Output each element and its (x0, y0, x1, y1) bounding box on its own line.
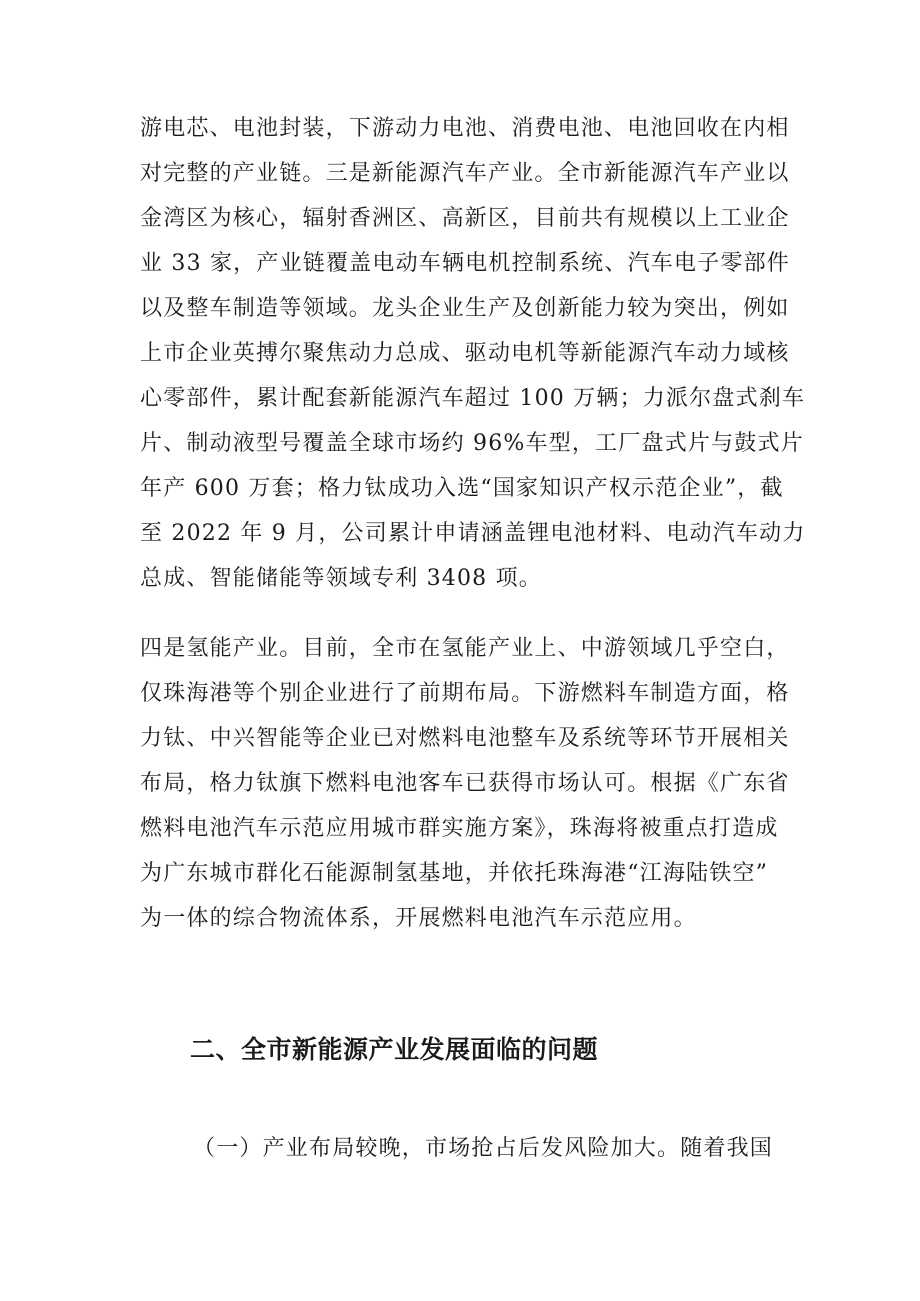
sub-paragraph-start: （一）产业布局较晚，市场抢占后发风险加大。随着我国 (193, 1136, 774, 1161)
text-line: 布局，格力钛旗下燃料电池客车已获得市场认可。根据《广东省 (140, 771, 790, 796)
text-line: 年产 600 万套；格力钛成功入选“国家知识产权示范企业”，截 (140, 476, 784, 501)
text-line: 为一体的综合物流体系，开展燃料电池汽车示范应用。 (140, 906, 697, 931)
text-line: 为广东城市群化石能源制氢基地，并依托珠海港“江海陆铁空” (140, 861, 769, 886)
text-line: 以及整车制造等领域。龙头企业生产及创新能力较为突出，例如 (140, 296, 790, 321)
text-line: 上市企业英搏尔聚焦动力总成、驱动电机等新能源汽车动力域核 (140, 341, 790, 366)
text-line: 金湾区为核心，辐射香洲区、高新区，目前共有规模以上工业企 (140, 206, 790, 231)
text-line: 仅珠海港等个别企业进行了前期布局。下游燃料车制造方面，格 (140, 681, 790, 706)
text-line: 至 2022 年 9 月，公司累计申请涵盖锂电池材料、电动汽车动力 (140, 521, 806, 546)
text-line: 业 33 家，产业链覆盖电动车辆电机控制系统、汽车电子零部件 (140, 251, 790, 276)
text-line: 四是氢能产业。目前，全市在氢能产业上、中游领域几乎空白， (140, 636, 790, 661)
body-paragraph-hydrogen-energy (140, 626, 800, 941)
text-line: 燃料电池汽车示范应用城市群实施方案》，珠海将被重点打造成 (140, 816, 779, 841)
text-line: 力钛、中兴智能等企业已对燃料电池整车及系统等环节开展相关 (140, 726, 790, 751)
text-line: 对完整的产业链。三是新能源汽车产业。全市新能源汽车产业以 (140, 161, 790, 186)
text-line: 心零部件，累计配套新能源汽车超过 100 万辆；力派尔盘式刹车 (140, 386, 806, 411)
text-line: 片、制动液型号覆盖全球市场约 96%车型，工厂盘式片与鼓式片 (140, 431, 804, 456)
text-line: 总成、智能储能等领域专利 3408 项。 (140, 566, 542, 591)
text-line: 游电芯、电池封装，下游动力电池、消费电池、电池回收在内相 (140, 116, 790, 141)
body-paragraph-new-energy-vehicles (140, 106, 806, 601)
section-heading: 二、全市新能源产业发展面临的问题 (190, 1035, 599, 1064)
